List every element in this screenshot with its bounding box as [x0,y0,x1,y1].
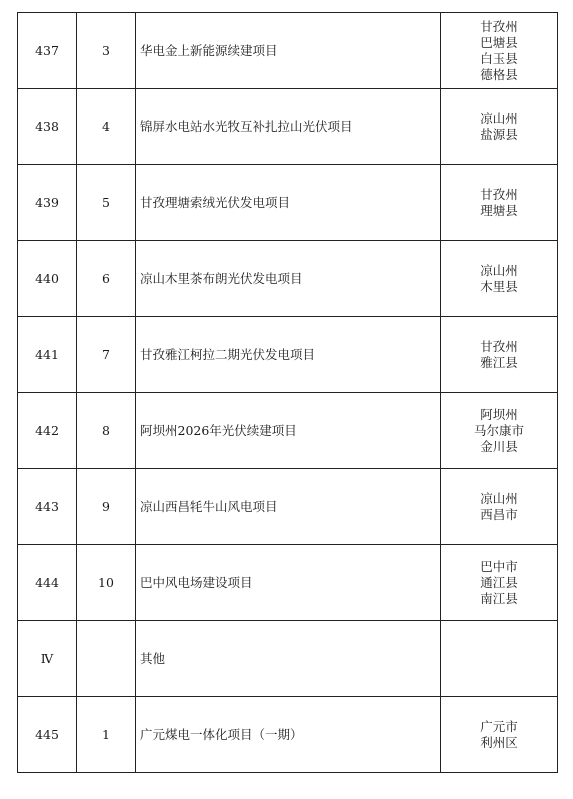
location-cell [441,317,558,393]
project-table [17,12,558,773]
table-row [18,241,558,317]
sub-number: 4 [77,89,136,165]
table-row [18,89,558,165]
location-line: 甘孜州 [480,186,518,202]
project-name: 广元煤电一体化项目（一期） [136,697,441,773]
location-line: 甘孜州 [480,338,518,354]
location-line: 盐源县 [480,126,518,142]
location-cell [441,165,558,241]
section-title: 其他 [136,621,441,697]
location-line: 凉山州 [480,490,518,506]
row-number: 438 [18,89,77,165]
row-number: 444 [18,545,77,621]
sub-number: 8 [77,393,136,469]
location-cell [441,241,558,317]
sub-number: 9 [77,469,136,545]
location-line: 凉山州 [480,110,518,126]
project-name: 甘孜理塘索绒光伏发电项目 [136,165,441,241]
location-line: 金川县 [480,438,518,454]
sub-number: 3 [77,13,136,89]
sub-number: 1 [77,697,136,773]
location-line: 西昌市 [480,506,518,522]
project-name: 巴中风电场建设项目 [136,545,441,621]
location-cell [441,393,558,469]
project-name: 华电金上新能源续建项目 [136,13,441,89]
row-number: 445 [18,697,77,773]
location-line: 白玉县 [480,50,518,66]
location-line: 广元市 [480,718,518,734]
location-cell [441,89,558,165]
sub-number: 6 [77,241,136,317]
location-line: 南江县 [480,590,518,606]
project-name: 凉山西昌牦牛山风电项目 [136,469,441,545]
location-cell [441,13,558,89]
location-line: 理塘县 [480,202,518,218]
location-line: 木里县 [480,278,518,294]
location-cell [441,621,558,697]
row-number: 439 [18,165,77,241]
location-cell [441,697,558,773]
section-number: Ⅳ [18,621,77,697]
table-row [18,469,558,545]
location-line: 阿坝州 [480,406,518,422]
sub-number [77,621,136,697]
location-line: 马尔康市 [473,422,524,438]
table-row [18,393,558,469]
row-number: 437 [18,13,77,89]
location-line: 雅江县 [480,354,518,370]
row-number: 440 [18,241,77,317]
location-line: 通江县 [480,574,518,590]
row-number: 441 [18,317,77,393]
location-line: 凉山州 [480,262,518,278]
row-number: 442 [18,393,77,469]
row-number: 443 [18,469,77,545]
sub-number: 10 [77,545,136,621]
location-line: 德格县 [480,66,518,82]
project-name: 锦屏水电站水光牧互补扎拉山光伏项目 [136,89,441,165]
table-row [18,697,558,773]
location-cell [441,469,558,545]
table-row [18,317,558,393]
location-line: 巴塘县 [480,34,518,50]
project-name: 甘孜雅江柯拉二期光伏发电项目 [136,317,441,393]
location-line: 巴中市 [480,558,518,574]
table-row [18,13,558,89]
table-row [18,545,558,621]
section-row [18,621,558,697]
table-row [18,165,558,241]
project-name: 阿坝州2026年光伏续建项目 [136,393,441,469]
location-line: 甘孜州 [480,18,518,34]
sub-number: 5 [77,165,136,241]
project-name: 凉山木里茶布朗光伏发电项目 [136,241,441,317]
location-cell [441,545,558,621]
sub-number: 7 [77,317,136,393]
location-line: 利州区 [480,734,518,750]
